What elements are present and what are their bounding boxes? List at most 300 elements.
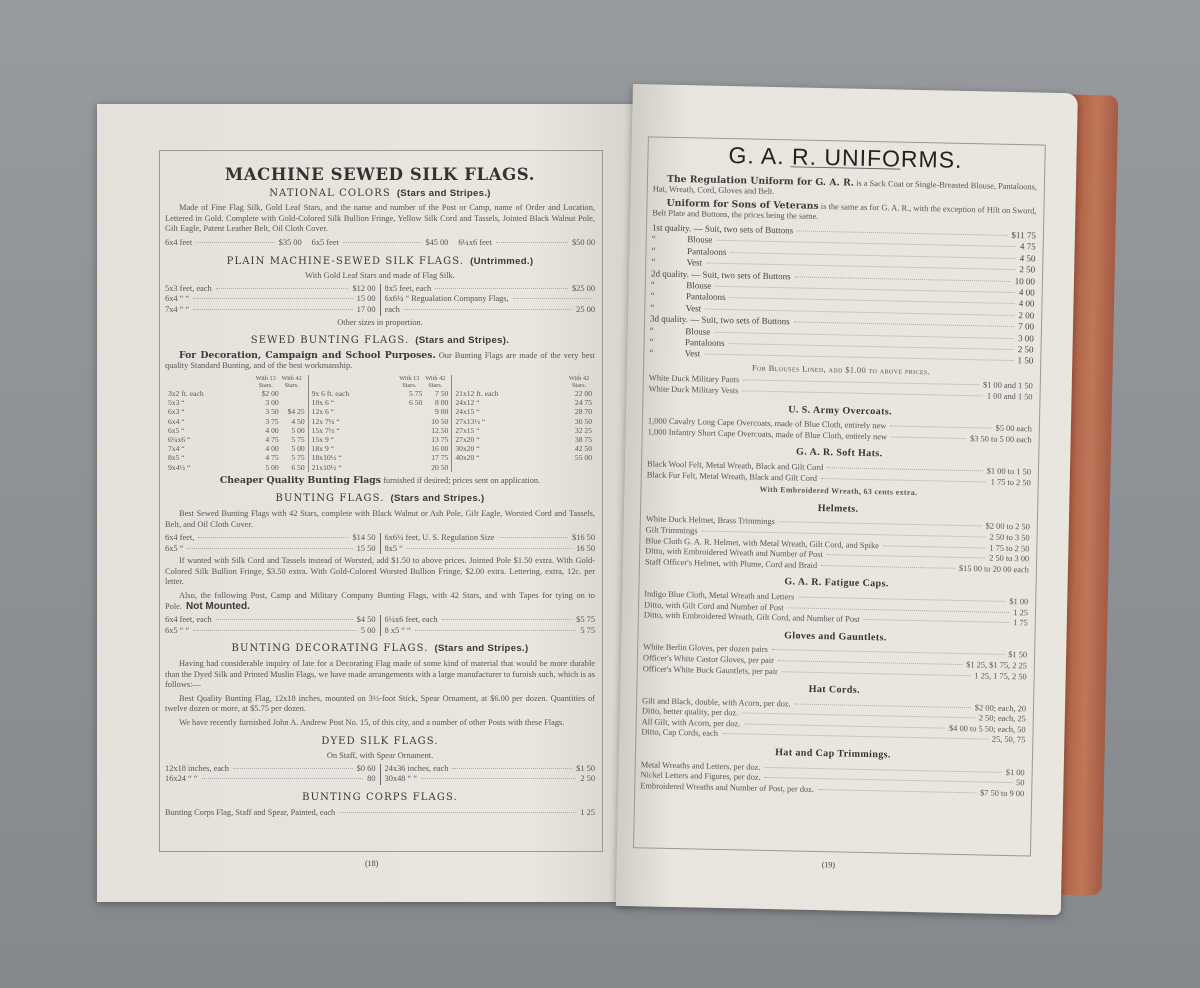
flag-price: 7 50 [435, 388, 449, 398]
price-list [165, 764, 381, 785]
item-label: 6x4 feet, [165, 533, 195, 543]
item-label: 8 x5 “ “ [384, 625, 411, 635]
item-label: Staff Officer's Helmet, with Plume, Cord and Braid [644, 557, 818, 570]
header-spacer [168, 375, 253, 389]
item-label: Gilt and Black, double, with Acorn, per doz. [641, 696, 791, 709]
item-price: 1 75 to 2 50 [989, 543, 1030, 553]
right-page [616, 84, 1078, 915]
item-label: 2d quality. — Suit, two sets of Buttons [650, 268, 791, 281]
table-row [455, 417, 592, 426]
flag-size: 6x3 “ [168, 407, 185, 417]
item-label: 8x5 “ [384, 543, 403, 553]
paragraph-text: is the same as for G. A. R., with the exception of Hilt on Sword, Belt Plate and Buttons, the prices being the same. [652, 201, 1037, 222]
flag-price: 5 75 [409, 388, 423, 398]
column-header: With 42 Stars. [568, 374, 590, 389]
item-label: 12x18 inches, each [165, 763, 229, 773]
paragraph-text: furnished if desired; prices sent on application. [381, 475, 541, 485]
page-title: G. A. R. UNIFORMS. [728, 142, 963, 173]
flag-price [396, 417, 422, 426]
item-price: $1 00 [1009, 596, 1029, 607]
item-label: All Gilt, with Acorn, per doz. [641, 717, 741, 729]
price-row [385, 764, 596, 775]
item-label: Bunting Corps Flag, Staff and Spear, Painted, each [165, 807, 336, 817]
bunting-price-table [165, 375, 595, 472]
dot-leader [706, 263, 1015, 270]
note: Other sizes in proportion. [337, 317, 423, 327]
table-row [455, 407, 592, 416]
table-row [168, 389, 305, 398]
column-header: With 13 Stars. [255, 374, 276, 389]
item-label: 6x4 feet, each [165, 615, 212, 625]
item-price: 1 00 and 1 50 [986, 391, 1033, 402]
left-page [97, 104, 637, 902]
flag-price: 6 50 [409, 398, 423, 408]
price-list [165, 808, 595, 819]
dot-leader [702, 531, 986, 538]
flag-size: 24x12 “ [455, 398, 480, 408]
page-title: MACHINE SEWED SILK FLAGS. [224, 165, 536, 184]
flag-price: 3 75 [265, 416, 279, 426]
item-price: $1 50 [576, 763, 595, 773]
item-label: White Berlin Gloves, per dozen pairs [643, 642, 768, 655]
item-label: “ Vest [649, 347, 701, 359]
item-price: 2 50 to 3 50 [989, 532, 1030, 543]
section-heading [165, 494, 595, 505]
dot-leader [891, 436, 966, 439]
note: For Blouses Lined, add $1.00 to above prices. [751, 363, 931, 377]
item-price: $1 25, $1 75, 2 25 [966, 660, 1027, 671]
price-list [649, 222, 1036, 367]
paragraph-text: If wanted with Silk Cord and Tassels instead of Worsted, add $1.50 to above prices. Jointed Pole $1.50 extra. With Gold-Colored Silk Bullion Fringe, $3.50 extra. With Gold-Colored Worsted Bullion Fringe, $2.00 extra. Lettering, extra, 12c. per letter. [165, 556, 595, 587]
flag-size: 7x4 “ [168, 444, 185, 454]
price-row [165, 764, 376, 775]
paragraph [165, 718, 595, 729]
item-price: 4 75 [1019, 241, 1036, 252]
section-subheading: (Stars and Stripes.) [390, 493, 485, 505]
dot-leader [343, 242, 421, 243]
two-column-prices [165, 615, 595, 636]
flag-price: 42 50 [574, 444, 593, 454]
table-column-group [451, 375, 595, 472]
dot-leader [821, 565, 955, 569]
dot-leader [730, 297, 1015, 304]
paragraph [165, 476, 595, 487]
item-price: $1 00 and 1 50 [982, 380, 1033, 391]
dot-leader [765, 777, 1012, 783]
flag-price: 24 75 [574, 398, 593, 408]
table-row [312, 398, 449, 407]
item-price: 4 00 [1018, 298, 1035, 309]
price-list [644, 589, 1029, 629]
dot-leader [435, 288, 568, 289]
table-row [168, 417, 305, 426]
item-label: White Duck Helmet, Brass Trimmings [645, 514, 776, 527]
paragraph-text: Best Quality Bunting Flag, 12x18 inches, mounted on 3½-foot Stick, Spear Ornament, at $6.00 per dozen. Quantities of twelve dozen or more, at $5.75 per dozen. [165, 693, 595, 714]
table-row [455, 426, 592, 435]
flag-price: $4 25 [287, 407, 305, 417]
flag-size: 30x20 “ [455, 444, 480, 454]
two-column-prices [165, 284, 595, 316]
table-row [455, 444, 592, 453]
column-header: With 13 Stars. [399, 374, 420, 389]
item-label: Ditto, better quality, per doz. [641, 706, 739, 718]
item-label: “ Pantaloons [649, 336, 725, 349]
dot-leader [404, 309, 572, 310]
page-number: (19) [821, 860, 836, 870]
paragraph [165, 509, 595, 530]
item-label: “ Pantaloons [651, 245, 727, 257]
dot-leader [864, 619, 1010, 623]
item-label: Metal Wreaths and Letters, per doz. [640, 759, 761, 772]
dot-leader [742, 713, 975, 719]
item-label: Ditto, Cap Cords, each [641, 727, 719, 739]
item-label: Embroidered Wreaths and Number of Post, per doz. [640, 781, 815, 794]
price-row [165, 238, 302, 249]
dot-leader [198, 537, 348, 538]
note: On Staff, with Spear Ornament. [326, 751, 434, 761]
item-price: 15 50 [356, 543, 376, 553]
item-price: $45 00 [425, 237, 449, 247]
item-price: $4 00 to 5 50; each, 50 [948, 723, 1026, 735]
price-row [165, 626, 376, 637]
item-label: Ditto, with Embroidered Wreath and Number of Post [645, 546, 823, 560]
price-row [165, 305, 376, 316]
dot-leader [794, 322, 1015, 328]
dot-leader [788, 607, 1010, 613]
item-price: 7 00 [1018, 321, 1035, 332]
item-label: 5x3 feet, each [165, 283, 212, 293]
dot-leader [764, 767, 1001, 773]
paragraph [165, 203, 595, 235]
dot-leader [442, 619, 573, 620]
item-label: Ditto, with Gilt Cord and Number of Post [644, 599, 784, 612]
item-price: 2 50 [580, 774, 595, 784]
flag-price: 16 00 [431, 444, 449, 454]
flag-price: 5 75 [291, 434, 305, 444]
section-subheading: (Untrimmed.) [470, 255, 534, 267]
dot-leader [782, 671, 970, 676]
section-subheading: (Stars and Stripes). [415, 335, 510, 347]
section-heading-text: NATIONAL COLORS [269, 187, 391, 199]
section-heading-text: DYED SILK FLAGS. [321, 735, 439, 747]
flag-size: 6¼x6 “ [168, 434, 191, 444]
section-heading [165, 737, 595, 748]
flag-size: 9x4½ “ [168, 462, 191, 472]
flag-price [396, 407, 422, 416]
item-price: $3 50 to 5 00 each [969, 433, 1032, 445]
table-column-group [308, 375, 452, 472]
dot-leader [715, 286, 1015, 293]
section-heading: Hat and Cap Trimmings. [775, 747, 891, 761]
table-row [312, 426, 449, 435]
item-price: $0 60 [356, 763, 376, 773]
dot-leader [797, 230, 1007, 235]
price-row [385, 305, 596, 316]
dot-leader [744, 723, 945, 728]
item-price: 1 25 [580, 807, 595, 817]
dot-leader [716, 240, 1016, 247]
price-row [385, 294, 596, 305]
flag-price: 6 50 [291, 462, 305, 472]
dot-leader [743, 380, 979, 386]
item-label: Officer's White Castor Gloves, per pair [642, 653, 775, 665]
flag-size: 15x 7½ “ [311, 425, 340, 435]
section-heading: G. A. R. Soft Hats. [795, 446, 883, 460]
item-label: 6x4 “ “ [165, 294, 190, 304]
flag-price [396, 444, 422, 453]
paragraph-text: Having had considerable inquiry of late for a Decorating Flag made of some kind of material that would be more durable than the Dyed Silk and Printed Muslin Flags, we have made arrangements with a large manufacturer to furnish such, which is as follows:— [165, 659, 595, 690]
item-label: 3d quality. — Suit, two sets of Buttons [649, 313, 790, 327]
dot-leader [729, 343, 1014, 350]
dot-leader [513, 298, 591, 299]
section-heading-text: BUNTING FLAGS. [275, 493, 385, 505]
item-label: Indigo Blue Cloth, Metal Wreath and Letters [644, 589, 795, 602]
note: With Embroidered Wreath, 63 cents extra. [759, 484, 918, 498]
flag-size: 21x12 ft. each [455, 388, 499, 398]
item-price: 16 50 [576, 543, 595, 553]
item-label: Black Fur Felt, Metal Wreath, Black and Gilt Cord [646, 469, 818, 483]
dot-leader [704, 354, 1013, 361]
section-heading: Hat Cords. [808, 683, 861, 696]
item-price: 25, 50, 75 [991, 735, 1026, 745]
flag-price: 4 50 [291, 416, 305, 426]
dot-leader [795, 276, 1011, 282]
paragraph-lead: Cheaper Quality Bunting Flags [219, 474, 382, 486]
item-label: “ Pantaloons [650, 290, 726, 303]
inline-prices [165, 238, 595, 249]
item-label: 6x4 feet [165, 237, 193, 247]
item-label: 6¼x6 feet, each [384, 615, 438, 625]
price-row [385, 544, 596, 555]
item-label: 6x5 “ “ [165, 625, 190, 635]
item-price: 1 75 to 2 50 [990, 477, 1031, 488]
item-label: 8x5 feet, each [384, 283, 432, 293]
dot-leader [890, 426, 991, 429]
left-page-content [165, 166, 595, 818]
table-row [168, 398, 305, 407]
item-price: $5 00 each [995, 423, 1032, 434]
section-heading: G. A. R. Fatigue Caps. [784, 576, 889, 590]
table-row [168, 435, 305, 444]
item-price: 5 75 [580, 625, 595, 635]
price-list [165, 533, 381, 554]
dot-leader [233, 768, 353, 769]
dot-leader [415, 630, 577, 631]
flag-price: 4 75 [265, 434, 279, 444]
section-heading: Gloves and Gauntlets. [784, 630, 887, 644]
table-header [168, 375, 305, 389]
price-row [165, 284, 376, 295]
item-price: 4 00 [1018, 287, 1035, 298]
section-heading [165, 644, 595, 655]
item-price: $14 50 [352, 533, 376, 543]
flag-size: 27x20 “ [455, 434, 480, 444]
right-page-content [640, 142, 1038, 799]
item-price: $1 00 to 1 50 [986, 466, 1032, 477]
item-price: 1 50 [1017, 355, 1034, 366]
price-row [385, 533, 596, 544]
column-header: With 42 Stars. [425, 374, 446, 389]
section-heading-text: PLAIN MACHINE-SEWED SILK FLAGS. [226, 255, 465, 267]
dot-leader [821, 478, 987, 482]
header-spacer [312, 375, 397, 389]
flag-price: 5 75 [291, 453, 305, 463]
dot-leader [407, 548, 572, 549]
dot-leader [827, 467, 982, 471]
table-row [168, 453, 305, 462]
section-heading: Helmets. [817, 502, 859, 515]
price-list [381, 533, 596, 554]
table-row [312, 453, 449, 462]
flag-size: 3x2 ft. each [168, 388, 204, 398]
paragraph [165, 556, 595, 588]
paragraph [165, 694, 595, 715]
flag-size: 8x5 “ [168, 453, 185, 463]
dot-leader [742, 390, 982, 396]
section-heading-text: BUNTING DECORATING FLAGS. [231, 643, 429, 655]
paragraph-lead: The Regulation Uniform for G. A. R. [666, 173, 855, 189]
item-label: 24x36 inches, each [384, 763, 449, 773]
price-list [381, 284, 596, 316]
table-row [312, 444, 449, 453]
item-label: “ Vest [650, 302, 702, 314]
dot-leader [216, 288, 349, 289]
section-heading: U. S. Army Overcoats. [788, 403, 893, 418]
price-row [165, 774, 376, 785]
item-price: $5 75 [576, 615, 595, 625]
section-heading-text: BUNTING CORPS FLAGS. [302, 791, 458, 803]
dot-leader [421, 778, 576, 779]
dot-leader [778, 660, 962, 665]
item-label: Ditto, with Embroidered Wreath, Gilt Cord, and Number of Post [643, 610, 860, 624]
price-row [165, 615, 376, 626]
item-price: $1 00 [1005, 767, 1025, 778]
section-heading [165, 257, 595, 268]
flag-price [396, 435, 422, 444]
item-price: $2 00 to 2 50 [985, 521, 1030, 532]
two-column-prices [165, 764, 595, 785]
dot-leader [883, 545, 985, 548]
item-price: $7 50 to 9 00 [979, 788, 1025, 799]
dot-leader [779, 522, 982, 527]
paragraph-emphasis: Not Mounted. [185, 600, 250, 612]
item-price: 1 25 [1013, 607, 1029, 617]
item-label: “ Blouse [650, 279, 712, 291]
item-label: 6x5 “ [165, 543, 184, 553]
flag-size: 27x15 “ [455, 425, 480, 435]
item-price: $1 50 [1008, 650, 1028, 660]
section-subheading: (Stars and Stripes.) [434, 643, 529, 655]
dot-leader [193, 309, 352, 310]
dot-leader [818, 789, 976, 793]
section-heading [165, 793, 595, 804]
dot-leader [795, 703, 971, 708]
flag-price: 13 75 [431, 434, 449, 444]
item-price: 50 [1015, 778, 1025, 788]
table-row [312, 417, 449, 426]
flag-price [396, 426, 422, 435]
flag-size: 10x 6 “ [311, 398, 335, 408]
flag-price: 4 75 [265, 453, 279, 463]
item-price: 2 50; each, 25 [978, 713, 1026, 724]
flag-price: 9 00 [435, 407, 449, 417]
paragraph-lead: Uniform for Sons of Veterans [666, 197, 819, 212]
item-price: 15 00 [356, 294, 376, 304]
dot-leader [339, 812, 576, 813]
item-label: 6x6¼ “ Regualation Company Flags, [384, 294, 509, 304]
flag-price: 5 00 [291, 444, 305, 454]
item-label: 6x5 feet [311, 237, 339, 247]
table-row [312, 389, 449, 398]
item-price: 17 00 [356, 304, 376, 314]
table-row [455, 389, 592, 398]
item-price: $50 00 [571, 237, 596, 247]
flag-size: 18x 9 “ [311, 444, 335, 454]
item-price: 4 50 [1019, 252, 1036, 264]
price-row [385, 284, 596, 295]
dot-leader [499, 537, 568, 538]
paragraph-text: is a Sack Coat or Single-Breasted Blouse, Pantaloons, Hat, Wreath, Cord, Gloves and Belt. [652, 178, 1038, 197]
two-column-prices [165, 533, 595, 554]
table-row [168, 426, 305, 435]
paragraph-text: Best Sewed Bunting Flags with 42 Stars, complete with Black Walnut or Ash Pole, Gilt Eagle, Worsted Cord and Tassels, Belt, and Oil Cloth Cover. [165, 508, 595, 529]
flag-price: 55 00 [574, 453, 593, 463]
item-price: 5 00 [360, 625, 376, 635]
price-list [641, 696, 1026, 746]
item-label: Nickel Letters and Figures, per doz. [640, 770, 761, 783]
column-header: With 42 Stars. [281, 374, 302, 389]
item-label: “ Vest [651, 256, 703, 268]
flag-price: 10 50 [431, 416, 449, 426]
flag-price: 30 50 [574, 416, 593, 426]
table-row [168, 444, 305, 453]
item-price: $12 00 [352, 283, 376, 293]
item-price: 1 25, 1 75, 2 50 [974, 670, 1027, 681]
flag-size: 6x4 “ [168, 416, 185, 426]
item-price: $4 50 [356, 615, 376, 625]
table-row [455, 398, 592, 407]
price-list [165, 615, 381, 636]
table-column-group [165, 375, 308, 472]
flag-size: 21x10½ “ [311, 462, 342, 472]
paragraph-text: Made of Fine Flag Silk, Gold Leaf Stars, and the name and number of the Post or Camp, name of Order and Location, Lettered in Gold. Complete with Gold-Colored Silk Bullion Fringe, Yellow Silk Cord and Tassels, Jointed Black Walnut Pole, Gilt Eagle, Patent Leather Belt, Oil Cloth Cover. [165, 203, 595, 234]
paragraph-text: Also, the following Post, Camp and Military Company Bunting Flags, with 42 Stars, and with Tapes for tying on to Pole. [165, 591, 595, 611]
table-row [312, 407, 449, 416]
flag-size: 27x13½ “ [455, 416, 486, 426]
item-price: 2 50 [1017, 344, 1034, 355]
flag-size: 6x5 “ [168, 425, 185, 435]
item-price: $2 00; each, 20 [974, 702, 1027, 714]
item-price: $15 00 to 20 00 each [958, 563, 1030, 575]
price-row [385, 774, 596, 785]
dot-leader [827, 554, 985, 558]
item-price: 80 [367, 774, 376, 784]
flag-price [279, 398, 305, 407]
dot-leader [196, 242, 274, 243]
page-number: (18) [365, 859, 379, 868]
item-label: “ Blouse [651, 233, 713, 246]
note: With Gold Leaf Stars and made of Flag Silk. [305, 271, 455, 281]
dot-leader [193, 630, 357, 631]
table-header [455, 375, 592, 389]
price-list [648, 417, 1032, 446]
flag-price: 4 00 [265, 444, 279, 454]
dot-leader [216, 619, 353, 620]
paragraph [165, 351, 595, 372]
price-row [312, 238, 449, 249]
flag-price: 20 50 [431, 462, 449, 472]
dot-leader [496, 242, 568, 243]
